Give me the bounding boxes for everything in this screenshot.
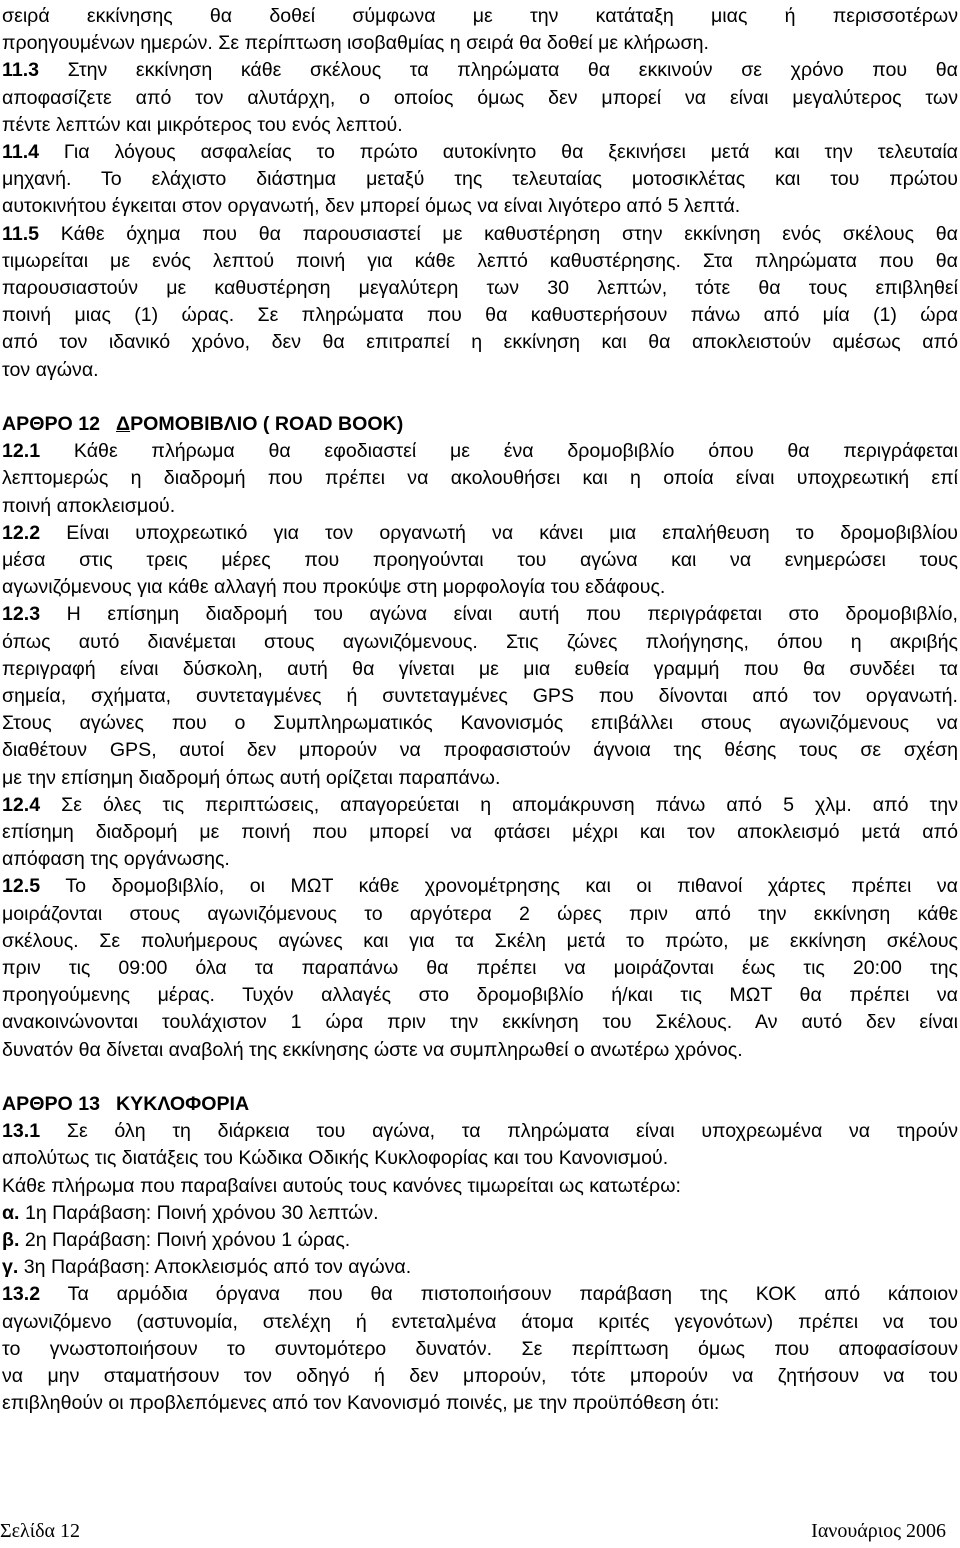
text-line <box>2 765 958 791</box>
clause-number: α. <box>2 1201 20 1224</box>
text-line <box>2 982 958 1008</box>
line-text: απολύτως τις διατάξεις του Κώδικα Οδικής Κυκλοφορίας και του Κανονισμού. <box>2 1147 669 1170</box>
line-text: Κάθε πλήρωμα θα εφοδιαστεί με ένα δρομοβιβλίο όπου θα περιγράφεται <box>40 440 958 463</box>
text-line <box>2 819 958 845</box>
line-text: με την επίσημη διαδρομή όπως αυτή ορίζεται παραπάνω. <box>2 766 501 789</box>
numbered-line <box>2 221 958 247</box>
text-line <box>2 329 958 355</box>
article-number: ΑΡΘΡΟ 13 <box>2 1093 101 1115</box>
text-line <box>2 302 958 328</box>
text-line <box>2 656 958 682</box>
line-text: προηγουμένων ημερών. Σε περίπτωση ισοβαθμίας η σειρά θα δοθεί με κλήρωση. <box>2 32 709 55</box>
page-footer <box>0 1518 956 1544</box>
text-line <box>2 901 958 927</box>
line-text: πριν τις 09:00 όλα τα παραπάνω θα πρέπει να μοιράζονται έως τις 20:00 της <box>2 957 958 979</box>
text-line <box>2 30 958 56</box>
text-line <box>2 574 958 600</box>
line-text: να μην σταματήσουν τον οδηγό ή δεν μπορούν, τότε μπορούν να ζητήσουν να του <box>2 1365 958 1387</box>
numbered-line <box>2 873 958 899</box>
line-text: επίσημη διαδρομή με ποινή που μπορεί να φτάσει μέχρι και τον αποκλεισμό μετά από <box>2 821 958 843</box>
line-text: 1η Παράβαση: Ποινή χρόνου 30 λεπτών. <box>19 1201 379 1224</box>
numbered-line <box>2 601 958 627</box>
line-text: σημεία, σχήματα, συντεταγμένες ή συντεταγμένες GPS που δίνονται από τον οργανωτή. <box>2 685 958 707</box>
line-text: μοιράζονται στους αγωνιζόμενους το αργότερα 2 ώρες πριν από την εκκίνηση κάθε <box>2 902 958 925</box>
clause-number: 12.4 <box>2 793 41 816</box>
text-line <box>2 1363 958 1389</box>
numbered-line <box>2 520 958 546</box>
text-line <box>2 955 958 981</box>
text-line <box>2 248 958 274</box>
text-line <box>2 193 958 219</box>
line-text: λεπτομερώς η διαδρομή που πρέπει να ακολουθήσει και η οποία είναι υποχρεωτική επί <box>2 467 958 490</box>
text-line <box>2 1390 958 1416</box>
numbered-line <box>2 792 958 818</box>
line-text: Κάθε όχημα που θα παρουσιαστεί με καθυστέρηση στην εκκίνηση ενός σκέλους θα <box>39 222 958 245</box>
text-line <box>2 1309 958 1335</box>
line-text: απόφαση της οργάνωσης. <box>2 848 230 871</box>
article-heading <box>2 1091 958 1117</box>
line-text: μηχανή. Το ελάχιστο διάστημα μεταξύ της τελευταίας μοτοσικλέτας και του πρώτου <box>2 168 958 191</box>
line-text: δυνατόν θα δίνεται αναβολή της εκκίνησης ώστε να συμπληρωθεί ο ανωτέρω χρόνος. <box>2 1038 743 1061</box>
article-title: ΡΟΜΟΒΙΒΛΙΟ ( ROAD BOOK) <box>130 413 404 435</box>
text-line <box>2 928 958 954</box>
line-text: περιγραφή είναι δύσκολη, αυτή θα γίνεται με μια ευθεία γραμμή που θα συνδέει τα <box>2 657 958 680</box>
line-text: ανακοινώνονται τουλάχιστον 1 ώρα πριν την εκκίνηση του Σκέλους. Αν αυτό δεν είναι <box>2 1011 958 1034</box>
text-line <box>2 683 958 709</box>
numbered-line <box>2 1200 958 1226</box>
line-text: Σε όλες τις περιπτώσεις, απαγορεύεται η απομάκρυνση πάνω από 5 χλμ. από την <box>40 793 958 816</box>
text-line <box>2 357 958 383</box>
line-text: μέσα στις τρεις μέρες που προηγούνται του αγώνα και να ενημερώσει τους <box>2 549 958 571</box>
clause-number: 12.3 <box>2 603 41 626</box>
clause-number: 12.2 <box>2 521 41 544</box>
line-text: Τα αρμόδια όργανα που θα πιστοποιήσουν παράβαση της ΚΟΚ από κάποιον <box>40 1283 958 1306</box>
article-number: ΑΡΘΡΟ 12 <box>2 413 101 435</box>
clause-number: 11.3 <box>2 59 40 82</box>
line-text: Είναι υποχρεωτικό για τον οργανωτή να κάνει μια επαλήθευση το δρομοβιβλίου <box>40 521 958 544</box>
text-line <box>2 465 958 491</box>
footer-date: Ιανουάριος 2006 <box>811 1520 946 1542</box>
text-line <box>2 629 958 655</box>
line-text: τιμωρείται με ενός λεπτού ποινή για κάθε λεπτό καθυστέρησης. Στα πληρώματα που θα <box>2 249 958 272</box>
text-line <box>2 112 958 138</box>
line-text: προηγούμενης μέρας. Τυχόν αλλαγές στο δρομοβιβλίο ή/και τις ΜΩΤ θα πρέπει να <box>2 984 958 1007</box>
clause-number: γ. <box>2 1256 19 1279</box>
line-text: ποινή μιας (1) ώρας. Σε πληρώματα που θα καθυστερήσουν πάνω από μία (1) ώρα <box>2 304 958 327</box>
line-text: αγωνιζόμενους για κάθε αλλαγή που προκύψε στη μορφολογία του εδάφους. <box>2 576 666 599</box>
clause-number: 11.4 <box>2 141 40 163</box>
clause-number: β. <box>2 1229 20 1251</box>
text-line <box>2 710 958 736</box>
line-text: Σε όλη τη διάρκεια του αγώνα, τα πληρώματα είναι υποχρεωμένα να τηρούν <box>40 1120 958 1143</box>
text-line <box>2 275 958 301</box>
line-text: επιβληθούν οι προβλεπόμενες από τον Κανονισμό ποινές, με την προϋπόθεση ότι: <box>2 1392 720 1415</box>
clause-number: 13.2 <box>2 1283 41 1306</box>
text-line <box>2 1145 958 1171</box>
numbered-line <box>2 1227 958 1253</box>
line-text: αγωνιζόμενο (αστυνομία, στελέχη ή εντεταλμένα άτομα κριτές γεγονότων) πρέπει να του <box>2 1310 958 1333</box>
clause-number: 11.5 <box>2 222 40 245</box>
line-text: το γνωστοποιήσουν το συντομότερο δυνατόν. Σε περίπτωση όμως που αποφασίσουν <box>2 1337 958 1360</box>
text-line <box>2 3 958 29</box>
text-line <box>2 166 958 192</box>
page-number: Σελίδα 12 <box>0 1520 81 1542</box>
line-text: από τον ιδανικό χρόνο, δεν θα επιτραπεί η εκκίνηση και θα αποκλειστούν αμέσως από <box>2 331 958 354</box>
numbered-line <box>2 438 958 464</box>
numbered-line <box>2 139 958 165</box>
numbered-line <box>2 1254 958 1280</box>
line-text: τον αγώνα. <box>2 358 99 381</box>
line-text: όπως αυτό διανέμεται στους αγωνιζόμενους. Στις ζώνες πλοήγησης, όπου η ακριβής <box>2 630 958 653</box>
text-line <box>2 493 958 519</box>
text-line <box>2 846 958 872</box>
line-text: σειρά εκκίνησης θα δοθεί σύμφωνα με την κατάταξη μιας ή περισσοτέρων <box>2 5 958 27</box>
line-text: Στους αγώνες που ο Συμπληρωματικός Κανονισμός επιβάλλει στους αγωνιζόμενους να <box>2 712 958 735</box>
clause-number: 13.1 <box>2 1120 41 1143</box>
text-line <box>2 1173 958 1199</box>
line-text: 3η Παράβαση: Αποκλεισμός από τον αγώνα. <box>18 1256 412 1279</box>
clause-number: 12.1 <box>2 440 41 463</box>
line-text: Το δρομοβιβλίο, οι ΜΩΤ κάθε χρονομέτρησης και οι πιθανοί χάρτες πρέπει να <box>40 875 958 898</box>
line-text: 2η Παράβαση: Ποινή χρόνου 1 ώρας. <box>19 1229 351 1251</box>
line-text: παρουσιαστούν με καθυστέρηση μεγαλύτερη των 30 λεπτών, τότε θα τους επιβληθεί <box>2 277 958 299</box>
text-line <box>2 1037 958 1063</box>
article-title: ΚΥΚΛΟΦΟΡΙΑ <box>116 1093 250 1115</box>
line-text: σκέλους. Σε πολυήμερους αγώνες και για τα Σκέλη μετά το πρώτο, με εκκίνηση σκέλους <box>2 929 958 952</box>
line-text: ποινή αποκλεισμού. <box>2 494 176 517</box>
text-line <box>2 85 958 111</box>
line-text: Η επίσημη διαδρομή του αγώνα είναι αυτή που περιγράφεται στο δρομοβιβλίο, <box>40 603 958 626</box>
numbered-line <box>2 1118 958 1144</box>
text-line <box>2 737 958 763</box>
text-line <box>2 547 958 573</box>
text-line <box>2 1009 958 1035</box>
line-text: πέντε λεπτών και μικρότερος του ενός λεπτού. <box>2 113 403 136</box>
line-text: αποφασίζετε από τον αλυτάρχη, ο οποίος όμως δεν μπορεί να είναι μεγαλύτερος των <box>2 86 958 109</box>
numbered-line <box>2 57 958 83</box>
line-text: Κάθε πλήρωμα που παραβαίνει αυτούς τους κανόνες τιμωρείται ως κατωτέρω: <box>2 1174 681 1197</box>
line-text: Στην εκκίνηση κάθε σκέλους τα πληρώματα θα εκκινούν σε χρόνο που θα <box>39 59 958 82</box>
line-text: Για λόγους ασφαλείας το πρώτο αυτοκίνητο θα ξεκινήσει μετά και την τελευταία <box>39 141 958 163</box>
text-line <box>2 1336 958 1362</box>
clause-number: 12.5 <box>2 875 41 898</box>
numbered-line <box>2 1281 958 1307</box>
article-title-initial: Δ <box>116 413 131 435</box>
line-text: διαθέτουν GPS, αυτοί δεν μπορούν να προφασιστούν άγνοια της θέσης τους σε σχέση <box>2 739 958 762</box>
line-text: αυτοκινήτου έγκειται στον οργανωτή, δεν μπορεί όμως να είναι λιγότερο από 5 λεπτά. <box>2 195 741 218</box>
article-heading <box>2 411 958 437</box>
